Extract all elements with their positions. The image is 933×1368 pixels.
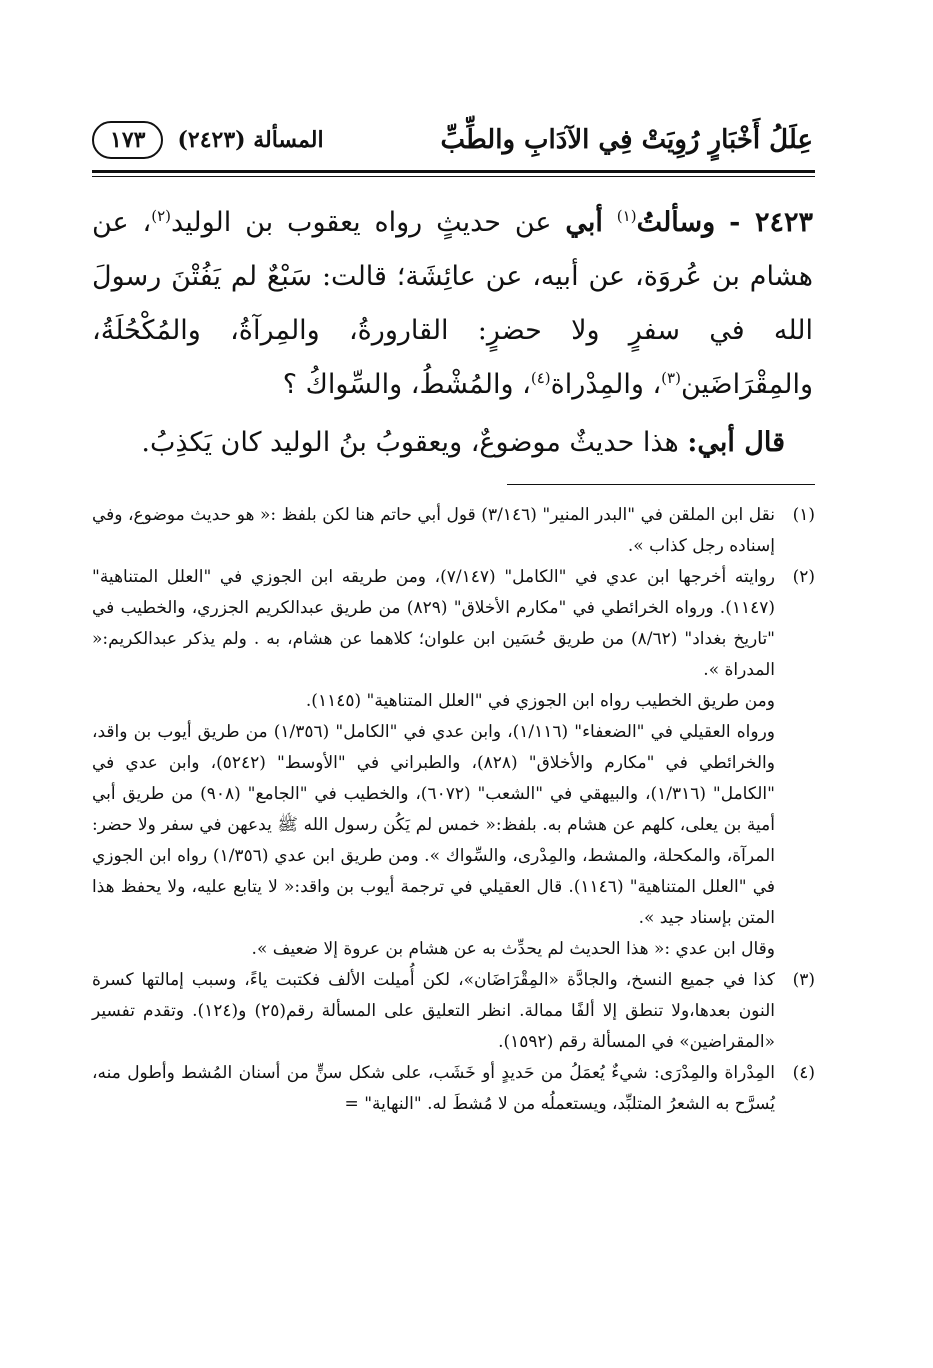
footnote-3 <box>92 965 815 1058</box>
page-header <box>92 112 813 168</box>
verdict-text: هذا حديثٌ موضوعٌ، ويعقوبُ بنُ الوليد كان يَكذِبُ. <box>141 427 679 458</box>
footnote-number: (٤) <box>792 1063 815 1083</box>
running-title: عِلَلُ أَخْبَارٍ رُوِيَتْ فِي الآدَابِ والطِّبِّ <box>440 125 813 155</box>
footnote-paragraph: كذا في جميع النسخ، والجادَّة «المِقْرَاضَان»، لكن أُميلت الألف فكتبت ياءً، وسبب إمالتها كسرة النون بعدها،ولا تنطق إلا ألفًا ممالة. انظر التعليق على المسألة رقم(٢٥) و(١٢٤). وتقدم تفسير «المقراضين» في المسألة رقم (١٥٩٢). <box>92 970 775 1052</box>
footnote-paragraph: نقل ابن الملقن في "البدر المنير" (٣/١٤٦) قول أبي حاتم هنا لكن بلفظ :« هو حديث موضوع، وفي إسناده رجل كذاب ». <box>92 505 776 556</box>
issue-number: ٢٤٢٣ - <box>729 207 813 238</box>
footnote-paragraph: روايته أخرجها ابن عدي في "الكامل" (٧/١٤٧)، ومن طريقه ابن الجوزي في "العلل المتناهية" (١١٤٧). ورواه الخرائطي في "مكارم الأخلاق" (٨٢٩) من طريق عبدالكريم الجزري، والخطيب في "تاريخ بغداد" (٨/٦٢) من طريق حُسَين ابن علوان؛ كلاهما عن هشام، به . ولم يذكر عبدالكريم:« المدراة ». <box>92 567 776 680</box>
verdict <box>92 416 785 470</box>
footnote-body <box>92 1058 775 1120</box>
main-text-part-2: ، عن هشام بن عُروَة، عن أبيه، عن عائِشَة؛ قالت: سَبْعٌ لم يَفُتْنَ رسولَ الله في سفرٍ ولا حضرٍ: القارورةُ، والمِرآةُ، والمُكْحُلَةُ، والمِقْرَاضَين <box>92 207 813 400</box>
footnote-number: (١) <box>792 505 815 525</box>
footnote-number: (٣) <box>792 970 815 990</box>
footnote-ref-2: (٢) <box>151 207 172 225</box>
lead-word: وسألتُ <box>636 207 716 238</box>
footnote-paragraph: ورواه العقيلي في "الضعفاء" (١/١١٦)، وابن عدي في "الكامل" (١/٣٥٦) من طريق أيوب بن واقد، والخرائطي في "مكارم والأخلاق" (٨٢٨)، والطبراني في "الأوسط" (٥٢٤٢)، وابن عدي في "الكامل" (١/٣١٦)، والبيهقي في "الشعب" (٦٠٧٢)، والخطيب في "الجامع" (٩٠٨) من طريق أبي أمية بن يعلى، كلهم عن هشام به. بلفظ:« خمس لم يَكُن رسول الله ﷺ يدعهن في سفر ولا حضر: المرآة، والمكحلة، والمشط، والمِدْرى، والسِّواك ». ومن طريق ابن عدي (١/٣٥٦) رواه ابن الجوزي في "العلل المتناهية" (١١٤٦). قال العقيلي في ترجمة أيوب بن واقد:« لا يتابع عليه، ولا يحفظ هذا المتن بإسناد جيد ». <box>92 722 776 928</box>
main-paragraph <box>92 196 813 412</box>
main-text <box>92 196 813 412</box>
header-rule-thin <box>92 176 815 177</box>
footnote-1 <box>92 500 815 562</box>
footnote-ref-3: (٣) <box>661 369 681 387</box>
page-number: ١٧٣ <box>92 121 163 159</box>
footnote-body <box>92 965 775 1058</box>
footnote-ref-1: (١) <box>616 207 637 225</box>
footnotes <box>92 500 815 1120</box>
header-rule-thick <box>92 170 815 173</box>
main-text-part-1: عن حديثٍ رواه يعقوب بن الوليد <box>171 207 552 238</box>
footnote-body <box>92 562 775 965</box>
footnote-ref-4: (٤) <box>530 369 551 387</box>
footnote-paragraph: وقال ابن عدي :« هذا الحديث لم يحدِّث به عن هشام بن عروة إلا ضعيف ». <box>251 939 775 959</box>
footnote-separator <box>507 484 815 485</box>
verdict-label: قال أبي: <box>687 427 785 458</box>
main-text-part-3: ، والمِدْراة <box>550 369 662 400</box>
main-text-part-4: ، والمُشْطُ، والسِّواكُ ؟ <box>282 369 531 400</box>
lead-subject: أبي <box>565 207 603 238</box>
issue-label: المسألة (٢٤٢٣) <box>177 127 324 153</box>
footnote-body <box>92 500 775 562</box>
footnote-2 <box>92 562 815 965</box>
footnote-paragraph: المِدْراة والمِدْرَى: شيءٌ يُعمَلُ من حَديدٍ أو خَشَب، على شكل سنٍّ من أسنان المُشط وأطول منه، يُسرَّح به الشعرُ المتلبِّد، ويستعملُه من لا مُشطَ له. "النهاية" = <box>92 1063 775 1114</box>
footnote-4 <box>92 1058 815 1120</box>
footnote-paragraph: ومن طريق الخطيب رواه ابن الجوزي في "العلل المتناهية" (١١٤٥). <box>305 691 775 711</box>
footnote-number: (٢) <box>792 567 815 587</box>
issue-group <box>92 121 324 159</box>
